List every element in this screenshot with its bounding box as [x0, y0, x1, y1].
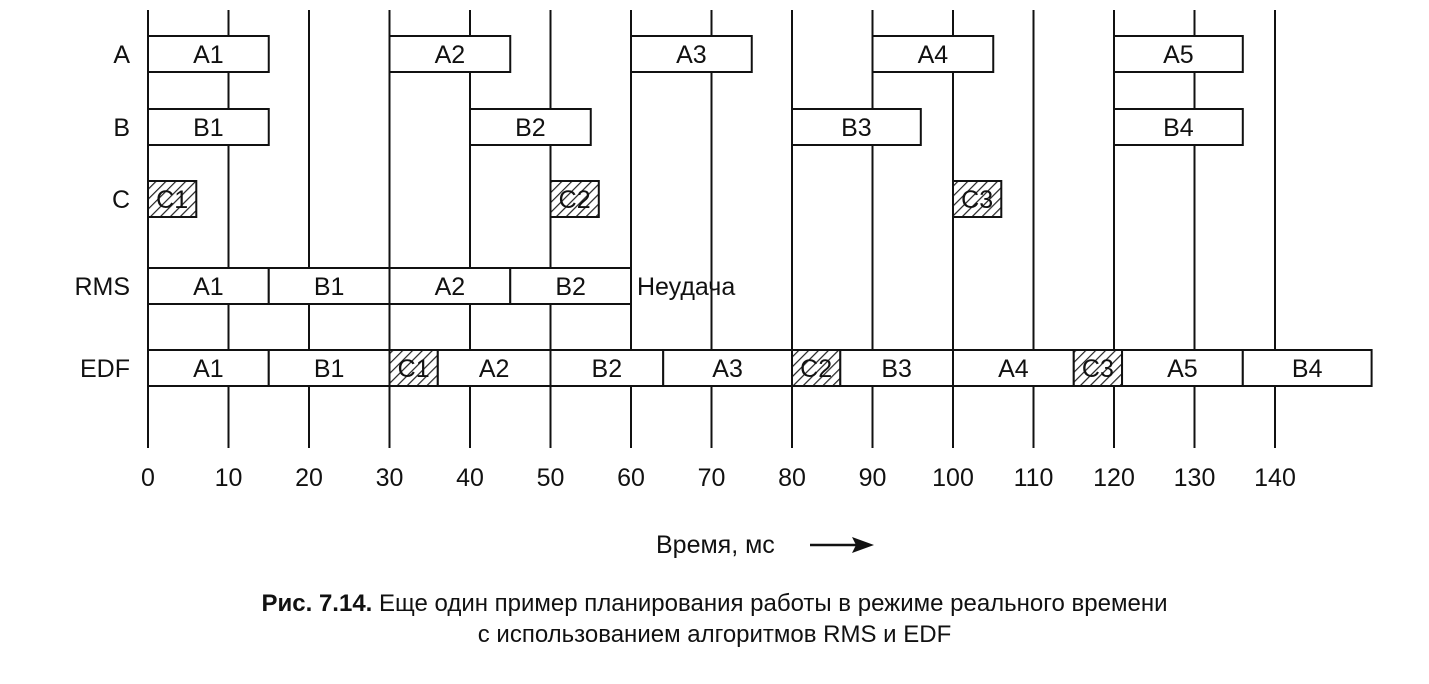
tick-label-20: 20	[295, 464, 323, 492]
figure-caption	[0, 588, 1429, 650]
task-label-c2: C2	[558, 186, 591, 214]
task-label-a4: A4	[998, 355, 1029, 383]
task-block-b1	[269, 350, 390, 386]
time-axis-ticks	[141, 464, 1296, 492]
failure-note: Неудача	[637, 273, 736, 301]
row-label-rms: RMS	[74, 273, 130, 301]
task-block-c3	[1074, 350, 1122, 386]
axis-label: Время, мс	[656, 531, 775, 559]
task-block-a1	[148, 36, 269, 72]
tick-label-120: 120	[1093, 464, 1135, 492]
tick-label-90: 90	[858, 464, 887, 492]
tick-label-10: 10	[214, 464, 243, 492]
task-block-c2	[792, 350, 840, 386]
task-label-b1: B1	[313, 273, 345, 301]
tick-label-70: 70	[697, 464, 726, 492]
row-label-c: C	[111, 186, 130, 214]
task-label-a3: A3	[676, 41, 707, 69]
task-block-b4	[1243, 350, 1372, 386]
task-block-a3	[663, 350, 792, 386]
task-label-c1: C1	[397, 355, 430, 383]
task-label-b4: B4	[1291, 355, 1323, 383]
row-b	[113, 109, 1242, 145]
task-block-a1	[148, 268, 269, 304]
task-block-a5	[1122, 350, 1243, 386]
caption-text-1: Еще один пример планирования работы в режиме реального времени	[379, 590, 1168, 617]
task-block-c1	[148, 181, 196, 217]
task-label-c3: C3	[961, 186, 994, 214]
tick-label-100: 100	[932, 464, 974, 492]
tick-label-130: 130	[1173, 464, 1216, 492]
task-label-b1: B1	[313, 355, 345, 383]
task-label-a3: A3	[712, 355, 743, 383]
row-label-a: A	[113, 41, 130, 69]
task-label-a2: A2	[478, 355, 510, 383]
task-block-a4	[873, 36, 994, 72]
row-c	[112, 181, 1001, 217]
task-label-b3: B3	[881, 355, 912, 383]
task-block-b3	[792, 109, 921, 145]
time-axis	[656, 531, 874, 559]
task-label-c3: C3	[1081, 355, 1114, 383]
task-label-a2: A2	[434, 273, 466, 301]
task-block-b4	[1114, 109, 1243, 145]
task-label-a1: A1	[193, 273, 224, 301]
task-block-a2	[390, 268, 511, 304]
task-block-c2	[551, 181, 599, 217]
task-block-a3	[631, 36, 752, 72]
task-block-b1	[269, 268, 390, 304]
arrow-right-icon	[810, 537, 874, 553]
task-block-a4	[953, 350, 1074, 386]
tick-label-0: 0	[141, 464, 155, 492]
tick-label-30: 30	[375, 464, 404, 492]
caption-line-2: с использованием алгоритмов RMS и EDF	[477, 621, 952, 648]
row-label-edf: EDF	[80, 355, 130, 383]
task-block-b2	[510, 268, 631, 304]
task-block-a2	[390, 36, 511, 72]
task-label-b4: B4	[1163, 114, 1194, 142]
tick-label-80: 80	[778, 464, 806, 492]
task-label-a4: A4	[917, 41, 949, 69]
task-block-a2	[438, 350, 551, 386]
tick-label-60: 60	[617, 464, 645, 492]
task-label-a5: A5	[1167, 355, 1198, 383]
tick-label-140: 140	[1254, 464, 1296, 492]
task-label-b1: B1	[193, 114, 224, 142]
task-block-c1	[390, 350, 438, 386]
task-block-b1	[148, 109, 269, 145]
task-rows	[74, 36, 1371, 386]
task-label-b2: B2	[555, 273, 586, 301]
task-block-b2	[470, 109, 591, 145]
task-label-b3: B3	[841, 114, 872, 142]
task-block-a1	[148, 350, 269, 386]
task-label-a2: A2	[434, 41, 466, 69]
task-label-a1: A1	[193, 41, 224, 69]
task-label-a1: A1	[193, 355, 224, 383]
row-label-b: B	[113, 114, 130, 142]
task-block-c3	[953, 181, 1001, 217]
task-block-b3	[840, 350, 953, 386]
row-rms	[74, 268, 735, 304]
task-label-b2: B2	[591, 355, 623, 383]
task-label-c2: C2	[800, 355, 833, 383]
caption-label: Рис. 7.14.	[261, 590, 373, 617]
caption-line-1	[0, 588, 1429, 619]
task-block-b2	[551, 350, 664, 386]
task-block-a5	[1114, 36, 1243, 72]
tick-label-50: 50	[536, 464, 565, 492]
tick-label-110: 110	[1013, 464, 1054, 492]
row-edf	[80, 350, 1372, 386]
tick-label-40: 40	[456, 464, 484, 492]
task-label-a5: A5	[1163, 41, 1194, 69]
task-label-c1: C1	[156, 186, 189, 214]
row-a	[113, 36, 1242, 72]
task-label-b2: B2	[515, 114, 546, 142]
